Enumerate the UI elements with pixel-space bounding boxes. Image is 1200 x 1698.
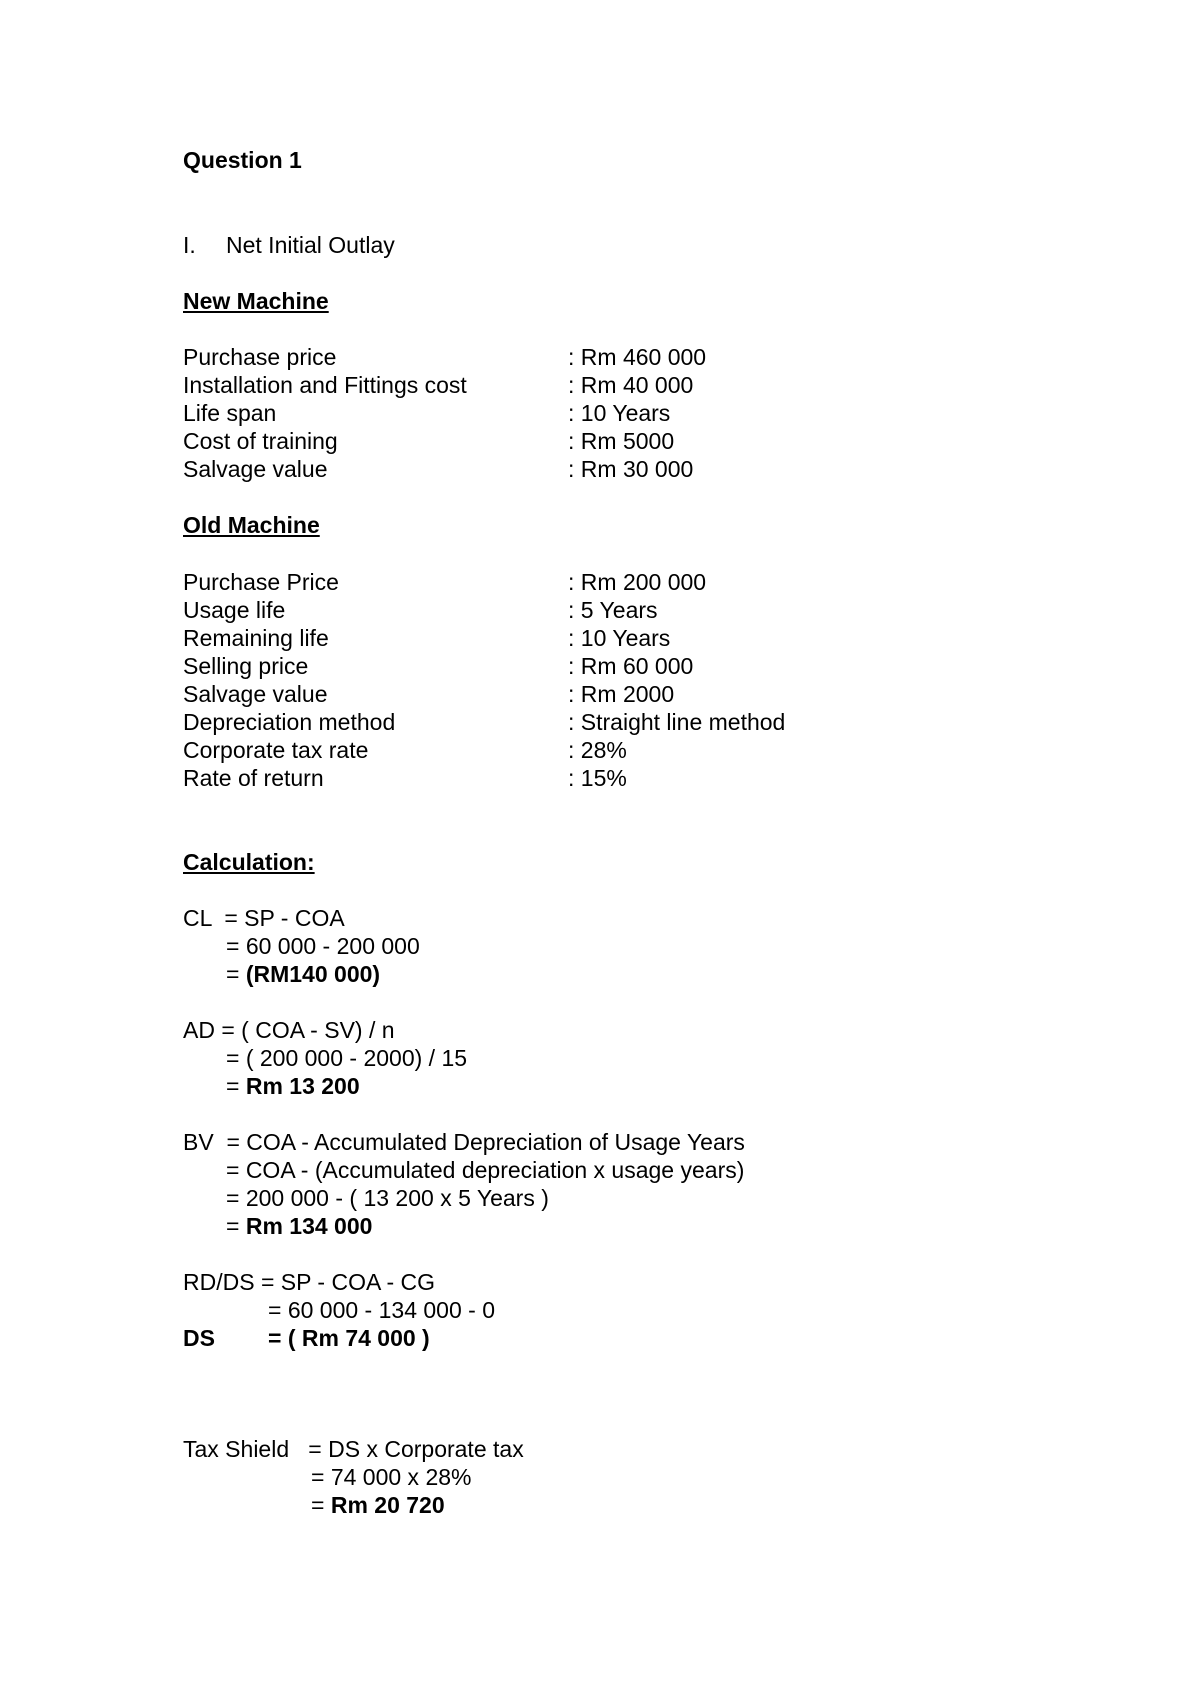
- old-machine-value: : Rm 60 000: [568, 653, 694, 679]
- section-title: Net Initial Outlay: [226, 232, 395, 258]
- bv-expansion: = COA - (Accumulated depreciation x usage years): [226, 1157, 745, 1183]
- new-machine-label: Cost of training: [183, 428, 338, 454]
- old-machine-value: : 10 Years: [568, 625, 671, 651]
- new-machine-heading: New Machine: [183, 288, 329, 314]
- tax-shield-result: Rm 20 720: [330, 1492, 445, 1518]
- old-machine-label: Salvage value: [183, 681, 328, 707]
- old-machine-label: Rate of return: [183, 765, 324, 791]
- old-machine-value: : Rm 2000: [568, 681, 675, 707]
- new-machine-label: Life span: [183, 400, 277, 426]
- new-machine-label: Salvage value: [183, 456, 328, 482]
- equals-sign: =: [226, 1213, 246, 1239]
- cl-result: (RM140 000): [245, 961, 381, 987]
- section-numeral: I.: [183, 232, 196, 258]
- new-machine-value: : Rm 40 000: [568, 372, 694, 398]
- old-machine-heading: Old Machine: [183, 512, 320, 538]
- old-machine-label: Usage life: [183, 597, 286, 623]
- cl-result-line: [226, 963, 380, 986]
- new-machine-value: : Rm 460 000: [568, 344, 707, 370]
- ds-result: = ( Rm 74 000 ): [268, 1325, 430, 1351]
- ad-formula: AD = ( COA - SV) / n: [183, 1017, 395, 1043]
- new-machine-label: Installation and Fittings cost: [183, 372, 467, 398]
- bv-substitution: = 200 000 - ( 13 200 x 5 Years ): [226, 1185, 549, 1211]
- old-machine-label: Purchase Price: [183, 569, 339, 595]
- new-machine-value: : Rm 30 000: [568, 456, 694, 482]
- old-machine-label: Selling price: [183, 653, 309, 679]
- new-machine-value: : 10 Years: [568, 400, 671, 426]
- old-machine-value: : 28%: [568, 737, 627, 763]
- old-machine-value: : Straight line method: [568, 709, 786, 735]
- ad-result-line: [226, 1075, 360, 1098]
- old-machine-label: Remaining life: [183, 625, 329, 651]
- rd-formula: RD/DS = SP - COA - CG: [183, 1269, 435, 1295]
- bv-result-line: [226, 1215, 372, 1238]
- ds-label: DS: [183, 1325, 215, 1351]
- old-machine-value: : 5 Years: [568, 597, 658, 623]
- old-machine-value: : 15%: [568, 765, 627, 791]
- tax-shield-substitution: = 74 000 x 28%: [311, 1464, 472, 1490]
- bv-result: Rm 134 000: [245, 1213, 373, 1239]
- equals-sign: =: [311, 1492, 331, 1518]
- new-machine-value: : Rm 5000: [568, 428, 675, 454]
- calculation-heading: Calculation:: [183, 849, 315, 875]
- old-machine-label: Depreciation method: [183, 709, 396, 735]
- equals-sign: =: [226, 961, 246, 987]
- question-title: Question 1: [183, 147, 302, 173]
- equals-sign: =: [226, 1073, 246, 1099]
- new-machine-label: Purchase price: [183, 344, 337, 370]
- rd-substitution: = 60 000 - 134 000 - 0: [268, 1297, 495, 1323]
- ad-substitution: = ( 200 000 - 2000) / 15: [226, 1045, 468, 1071]
- bv-formula: BV = COA - Accumulated Depreciation of Usage Years: [183, 1129, 745, 1155]
- old-machine-label: Corporate tax rate: [183, 737, 369, 763]
- ad-result: Rm 13 200: [245, 1073, 360, 1099]
- tax-shield-formula: Tax Shield = DS x Corporate tax: [183, 1436, 524, 1462]
- old-machine-value: : Rm 200 000: [568, 569, 707, 595]
- tax-shield-result-line: [311, 1494, 445, 1517]
- cl-formula: CL = SP - COA: [183, 905, 345, 931]
- cl-substitution: = 60 000 - 200 000: [226, 933, 420, 959]
